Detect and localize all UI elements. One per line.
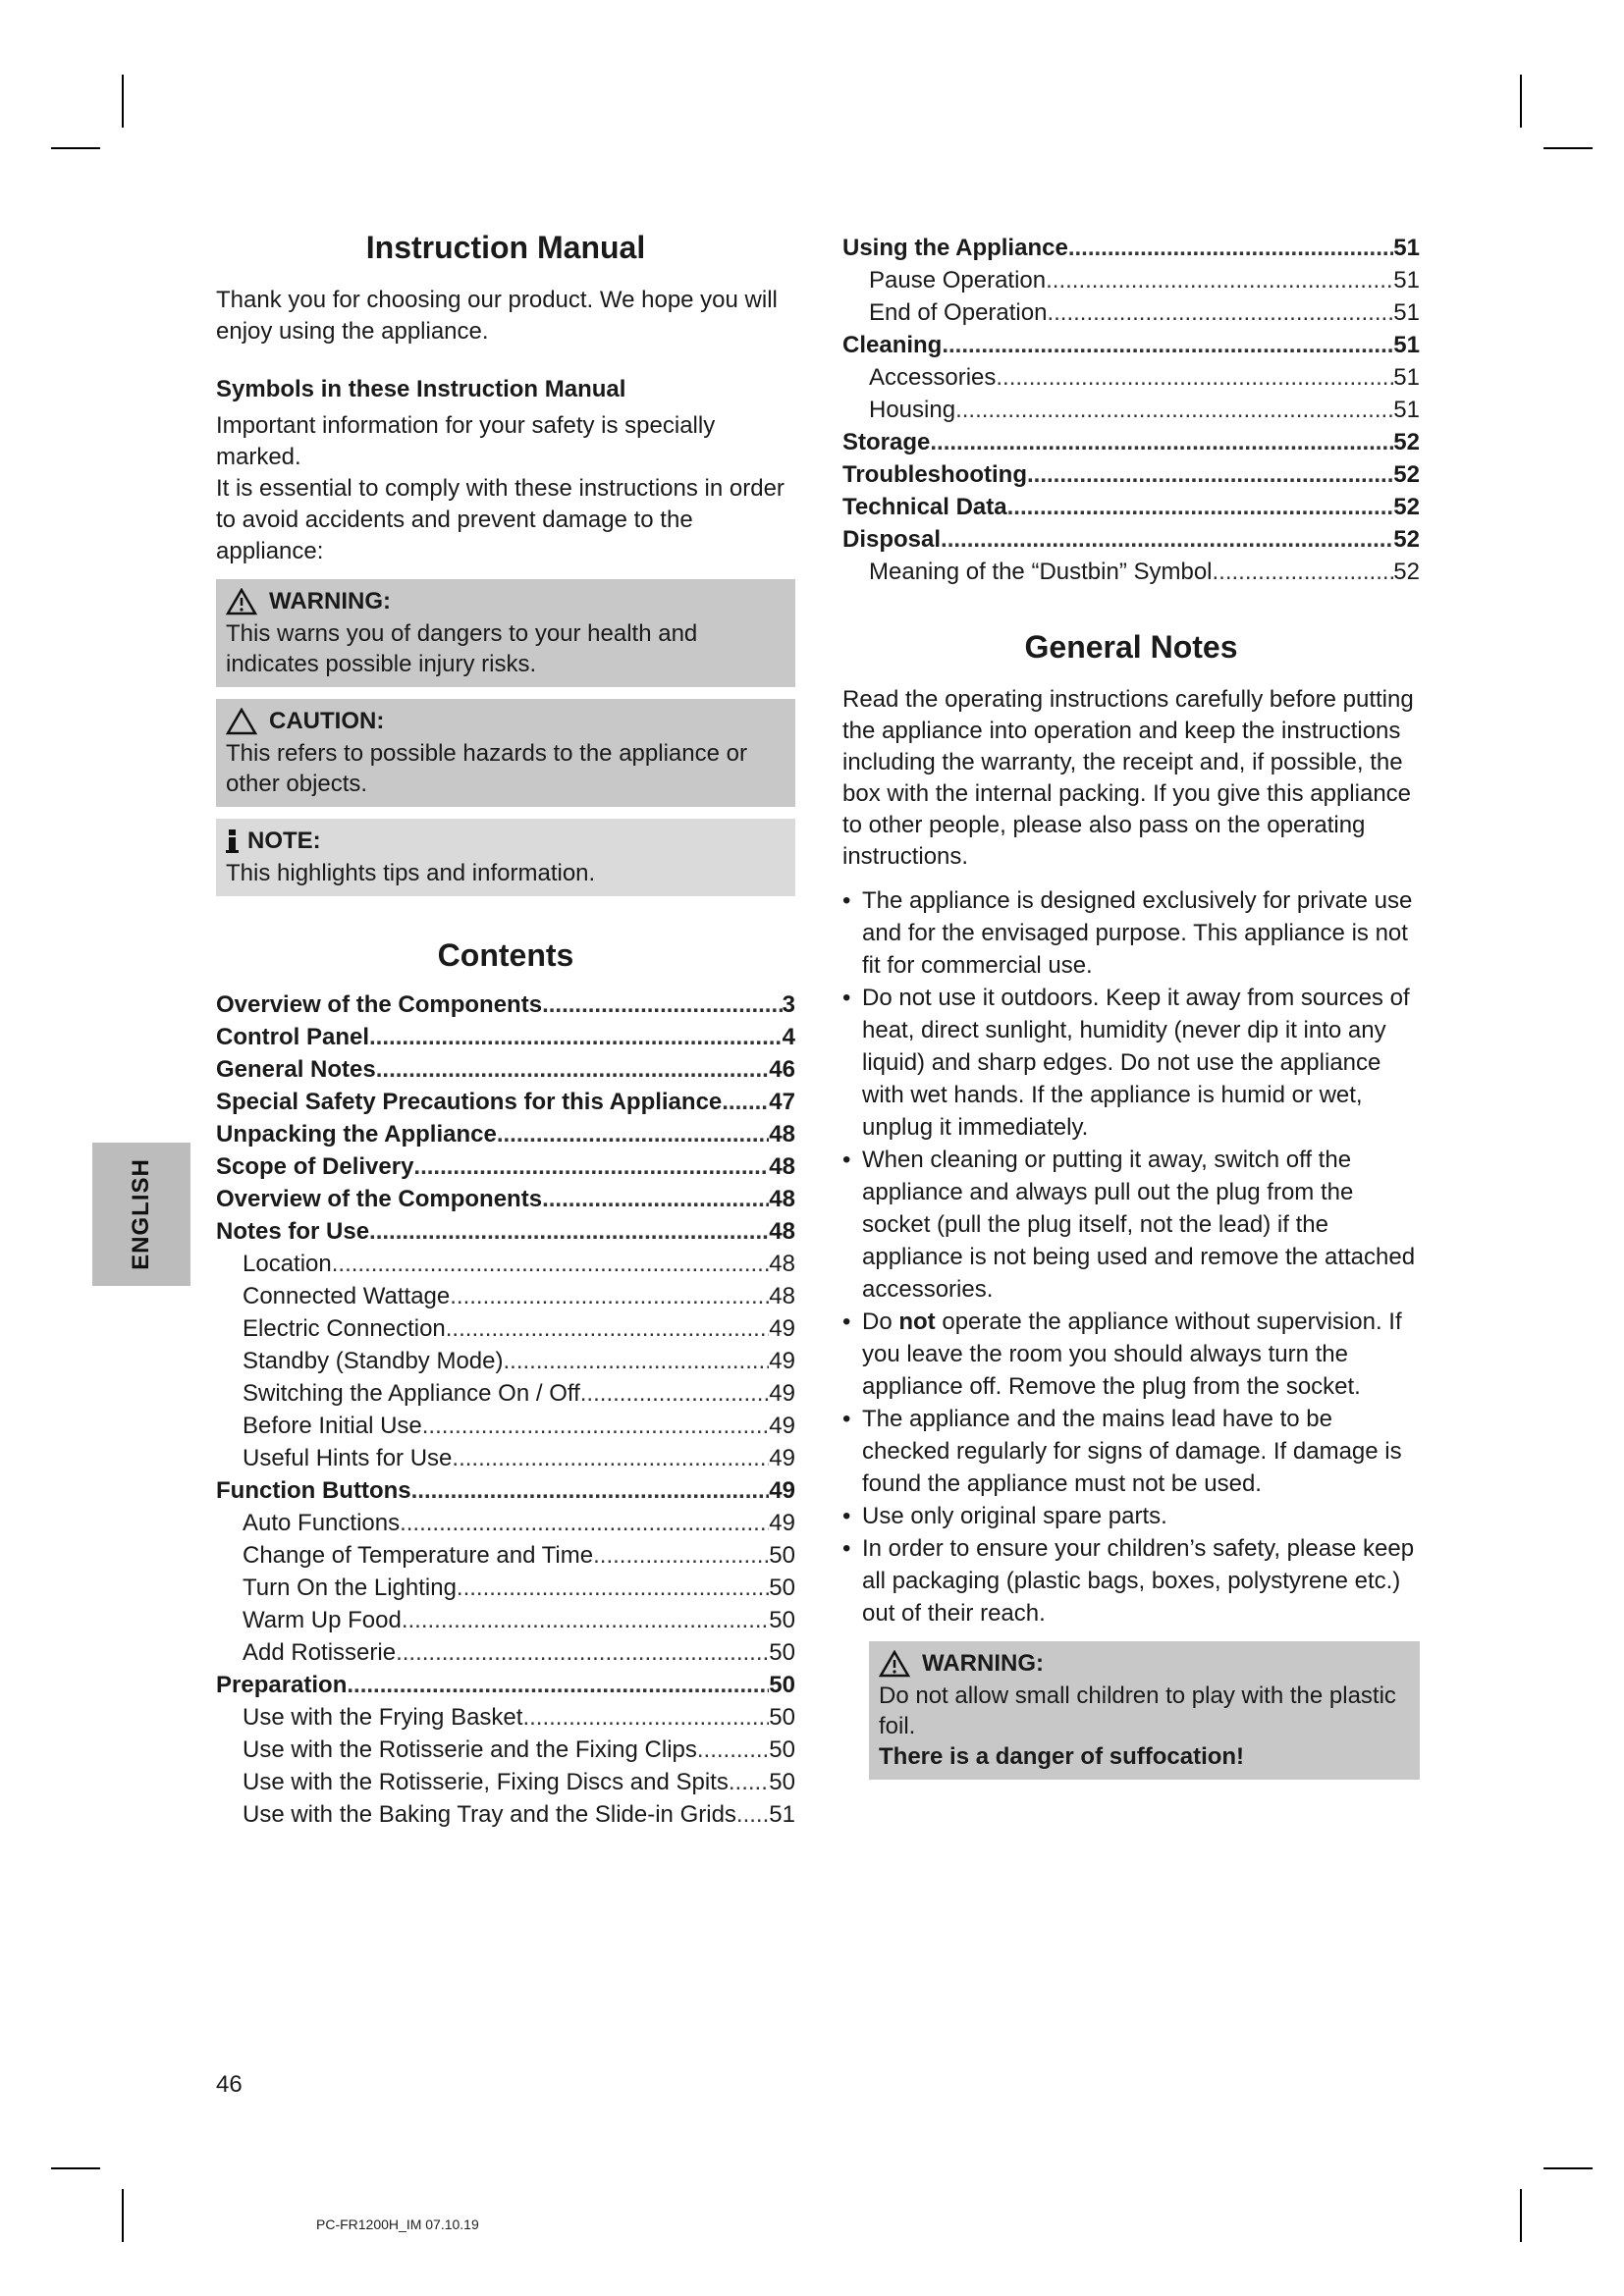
toc-entry bbox=[216, 1572, 795, 1604]
toc-entry-page: 48 bbox=[769, 1186, 795, 1212]
toc-entry bbox=[842, 458, 1420, 491]
toc-entry bbox=[216, 1669, 795, 1701]
warning-box bbox=[216, 579, 795, 687]
toc-entry bbox=[216, 1474, 795, 1507]
symbols-text-1: Important information for your safety is specially marked. bbox=[216, 412, 716, 470]
toc-entry bbox=[216, 1798, 795, 1831]
toc-entry-page: 48 bbox=[769, 1251, 795, 1277]
toc-entry-label: Accessories bbox=[869, 364, 997, 391]
toc-entry bbox=[216, 1734, 795, 1766]
toc-entry bbox=[842, 556, 1420, 588]
note-label: NOTE: bbox=[247, 828, 321, 854]
toc-entry-page: 50 bbox=[769, 1639, 795, 1666]
symbols-heading: Symbols in these Instruction Manual bbox=[216, 376, 626, 402]
toc-leader-dots bbox=[497, 1118, 769, 1150]
toc-leader-dots bbox=[452, 1442, 769, 1474]
list-item: • Use only original spare parts. bbox=[842, 1500, 1420, 1532]
toc-leader-dots bbox=[1027, 458, 1393, 491]
toc-leader-dots bbox=[504, 1345, 770, 1377]
toc-entry bbox=[216, 1539, 795, 1572]
toc-entry bbox=[842, 329, 1420, 361]
list-item: • The appliance and the mains lead have to be checked regularly for signs of damage. If damage is found the appliance must not be used. bbox=[842, 1403, 1420, 1500]
toc-entry bbox=[216, 1150, 795, 1183]
symbols-text-2: It is essential to comply with these instructions in order to avoid accidents and prevent damage to the appliance: bbox=[216, 475, 785, 564]
toc-leader-dots bbox=[522, 1701, 769, 1734]
toc-entry-label: Warm Up Food bbox=[243, 1607, 402, 1633]
toc-entry-label: Storage bbox=[842, 429, 931, 455]
toc-entry-page: 49 bbox=[769, 1510, 795, 1536]
toc-leader-dots bbox=[930, 426, 1393, 458]
toc-entry-label: Add Rotisserie bbox=[243, 1639, 397, 1666]
toc-entry-label: Electric Connection bbox=[243, 1315, 446, 1342]
toc-entry bbox=[216, 1701, 795, 1734]
toc-entry-page: 3 bbox=[782, 991, 795, 1018]
list-item-text: operate the appliance without supervision. If you leave the room you should always turn the appliance off. Remove the plug from the socket. bbox=[862, 1308, 1402, 1400]
toc-entry bbox=[216, 1442, 795, 1474]
toc-entry bbox=[216, 1280, 795, 1312]
toc-entry-label: Unpacking the Appliance bbox=[216, 1121, 497, 1148]
toc-leader-dots bbox=[411, 1474, 770, 1507]
toc-entry-label: End of Operation bbox=[869, 299, 1048, 326]
toc-leader-dots bbox=[542, 988, 783, 1021]
toc-leader-dots bbox=[1046, 264, 1393, 296]
toc-entry-page: 51 bbox=[1393, 364, 1420, 391]
toc-leader-dots bbox=[347, 1669, 769, 1701]
toc-entry bbox=[216, 1021, 795, 1053]
toc-entry-page: 50 bbox=[769, 1542, 795, 1569]
toc-entry-label: Change of Temperature and Time bbox=[243, 1542, 594, 1569]
toc-entry-page: 51 bbox=[1393, 235, 1420, 261]
toc-entry-label: Useful Hints for Use bbox=[243, 1445, 453, 1471]
toc-entry bbox=[216, 988, 795, 1021]
toc-entry bbox=[842, 491, 1420, 523]
toc-entry-page: 50 bbox=[769, 1607, 795, 1633]
toc-leader-dots bbox=[729, 1766, 769, 1798]
toc-entry-page: 51 bbox=[1393, 267, 1420, 294]
contents-list-left bbox=[216, 988, 795, 1831]
caution-triangle-icon bbox=[226, 708, 257, 735]
toc-entry-label: Control Panel bbox=[216, 1024, 370, 1050]
toc-entry-label: Disposal bbox=[842, 526, 942, 553]
crop-mark bbox=[51, 147, 100, 149]
warning-triangle-icon bbox=[879, 1650, 910, 1678]
toc-entry bbox=[842, 361, 1420, 394]
toc-entry-page: 48 bbox=[769, 1153, 795, 1180]
crop-mark bbox=[1520, 2189, 1522, 2242]
toc-entry-label: Technical Data bbox=[842, 494, 1007, 520]
toc-entry-label: Special Safety Precautions for this Appliance bbox=[216, 1089, 723, 1115]
info-icon bbox=[226, 828, 240, 855]
note-text: This highlights tips and information. bbox=[226, 860, 596, 886]
toc-entry bbox=[216, 1377, 795, 1410]
list-item-text: Do bbox=[862, 1308, 899, 1335]
list-item: • Do not use it outdoors. Keep it away from sources of heat, direct sunlight, humidity (never dip it into any liquid) and sharp edges. Do not use the appliance with wet hands. If the appliance is humid or wet, unplug it immediately. bbox=[842, 982, 1420, 1144]
toc-entry bbox=[842, 296, 1420, 329]
toc-leader-dots bbox=[1047, 296, 1393, 329]
list-item: • In order to ensure your children’s safety, please keep all packaging (plastic bags, boxes, polystyrene etc.) out of their reach. bbox=[842, 1532, 1420, 1629]
toc-entry-page: 50 bbox=[769, 1672, 795, 1698]
toc-leader-dots bbox=[1213, 556, 1394, 588]
toc-entry bbox=[216, 1636, 795, 1669]
language-tab bbox=[92, 1143, 190, 1286]
toc-entry-label: Connected Wattage bbox=[243, 1283, 451, 1309]
toc-entry-page: 49 bbox=[769, 1477, 795, 1504]
toc-leader-dots bbox=[1068, 232, 1393, 264]
toc-entry-page: 52 bbox=[1393, 461, 1420, 488]
contents-list-right bbox=[842, 232, 1420, 588]
toc-entry-page: 52 bbox=[1393, 494, 1420, 520]
toc-entry-page: 48 bbox=[769, 1121, 795, 1148]
warning-triangle-icon bbox=[226, 588, 257, 615]
suffocation-warning-box bbox=[869, 1641, 1420, 1780]
crop-mark bbox=[1543, 2167, 1593, 2169]
toc-entry-label: Use with the Rotisserie, Fixing Discs and Spits bbox=[243, 1769, 729, 1795]
toc-entry-label: Before Initial Use bbox=[243, 1413, 422, 1439]
toc-entry-page: 50 bbox=[769, 1704, 795, 1731]
toc-entry-page: 52 bbox=[1393, 429, 1420, 455]
left-column bbox=[216, 228, 795, 1831]
toc-entry-page: 52 bbox=[1393, 526, 1420, 553]
toc-entry-page: 52 bbox=[1393, 559, 1420, 585]
toc-entry-label: Use with the Rotisserie and the Fixing Clips bbox=[243, 1736, 697, 1763]
language-tab-label: ENGLISH bbox=[128, 1158, 154, 1270]
toc-entry bbox=[842, 394, 1420, 426]
crop-mark bbox=[122, 75, 124, 128]
toc-leader-dots bbox=[396, 1636, 769, 1669]
toc-entry-page: 46 bbox=[769, 1056, 795, 1083]
crop-mark bbox=[122, 2189, 124, 2242]
crop-mark bbox=[51, 2167, 100, 2169]
toc-entry bbox=[216, 1766, 795, 1798]
toc-entry-label: Pause Operation bbox=[869, 267, 1047, 294]
toc-entry bbox=[216, 1312, 795, 1345]
general-notes-list bbox=[842, 884, 1420, 1629]
toc-entry-page: 48 bbox=[769, 1218, 795, 1245]
toc-entry-label: Location bbox=[243, 1251, 332, 1277]
toc-leader-dots bbox=[542, 1183, 769, 1215]
toc-leader-dots bbox=[996, 361, 1393, 394]
caution-box bbox=[216, 699, 795, 807]
note-box bbox=[216, 819, 795, 896]
toc-entry-label: Using the Appliance bbox=[842, 235, 1068, 261]
toc-entry bbox=[842, 523, 1420, 556]
toc-entry-page: 50 bbox=[769, 1575, 795, 1601]
toc-leader-dots bbox=[697, 1734, 769, 1766]
warning-label: WARNING: bbox=[269, 588, 391, 614]
toc-entry-label: Use with the Frying Basket bbox=[243, 1704, 523, 1731]
toc-entry bbox=[842, 426, 1420, 458]
toc-entry-page: 47 bbox=[769, 1089, 795, 1115]
toc-entry-page: 51 bbox=[1393, 332, 1420, 358]
page-title: Instruction Manual bbox=[365, 230, 646, 265]
toc-leader-dots bbox=[941, 523, 1393, 556]
toc-entry-page: 50 bbox=[769, 1769, 795, 1795]
toc-entry-page: 49 bbox=[769, 1380, 795, 1407]
toc-entry bbox=[216, 1053, 795, 1086]
warning-emphasis: There is a danger of suffocation! bbox=[879, 1743, 1245, 1770]
toc-entry-page: 51 bbox=[769, 1801, 795, 1828]
list-item: • When cleaning or putting it away, switch off the appliance and always pull out the plug from the socket (pull the plug itself, not the lead) if the appliance is not being used and remove the attached accessories. bbox=[842, 1144, 1420, 1306]
toc-leader-dots bbox=[1007, 491, 1394, 523]
toc-entry bbox=[216, 1086, 795, 1118]
toc-entry-page: 4 bbox=[782, 1024, 795, 1050]
toc-entry bbox=[216, 1248, 795, 1280]
warning-label: WARNING: bbox=[922, 1650, 1044, 1677]
toc-entry bbox=[216, 1183, 795, 1215]
toc-entry-label: Troubleshooting bbox=[842, 461, 1027, 488]
toc-entry-label: Scope of Delivery bbox=[216, 1153, 414, 1180]
toc-entry-page: 49 bbox=[769, 1315, 795, 1342]
toc-entry bbox=[216, 1604, 795, 1636]
toc-leader-dots bbox=[400, 1507, 769, 1539]
caution-label: CAUTION: bbox=[269, 708, 385, 734]
warning-text: This warns you of dangers to your health and indicates possible injury risks. bbox=[226, 620, 698, 677]
toc-entry bbox=[216, 1507, 795, 1539]
page-number: 46 bbox=[216, 2071, 243, 2098]
toc-leader-dots bbox=[580, 1377, 770, 1410]
toc-entry-label: General Notes bbox=[216, 1056, 376, 1083]
toc-entry bbox=[842, 232, 1420, 264]
toc-entry bbox=[216, 1345, 795, 1377]
toc-entry-label: Auto Functions bbox=[243, 1510, 401, 1536]
intro-text: Thank you for choosing our product. We hope you will enjoy using the appliance. bbox=[216, 287, 778, 345]
list-item bbox=[842, 1306, 1420, 1403]
contents-title: Contents bbox=[437, 937, 574, 973]
toc-leader-dots bbox=[722, 1086, 769, 1118]
toc-entry-page: 49 bbox=[769, 1413, 795, 1439]
list-item: • The appliance is designed exclusively for private use and for the envisaged purpose. This appliance is not fit for commercial use. bbox=[842, 884, 1420, 982]
toc-entry bbox=[216, 1410, 795, 1442]
toc-leader-dots bbox=[369, 1021, 783, 1053]
toc-entry-page: 48 bbox=[769, 1283, 795, 1309]
toc-leader-dots bbox=[402, 1604, 769, 1636]
toc-leader-dots bbox=[413, 1150, 769, 1183]
toc-leader-dots bbox=[736, 1798, 769, 1831]
toc-entry-label: Meaning of the “Dustbin” Symbol bbox=[869, 559, 1213, 585]
footer-code: PC-FR1200H_IM 07.10.19 bbox=[316, 2216, 479, 2232]
general-notes-intro: Read the operating instructions carefully before putting the appliance into operation and keep the instructions including the warranty, the receipt and, if possible, the box with the internal packing. If you give this appliance to other people, please also pass on the operating instructions. bbox=[842, 686, 1414, 870]
toc-entry bbox=[216, 1215, 795, 1248]
toc-entry-label: Housing bbox=[869, 397, 956, 423]
toc-leader-dots bbox=[955, 394, 1393, 426]
warning-text: Do not allow small children to play with the plastic foil. bbox=[879, 1682, 1396, 1739]
toc-entry-page: 49 bbox=[769, 1445, 795, 1471]
toc-entry-label: Notes for Use bbox=[216, 1218, 370, 1245]
toc-leader-dots bbox=[446, 1312, 770, 1345]
toc-leader-dots bbox=[593, 1539, 769, 1572]
toc-entry-label: Overview of the Components bbox=[216, 991, 543, 1018]
crop-mark bbox=[1543, 147, 1593, 149]
toc-leader-dots bbox=[376, 1053, 770, 1086]
toc-entry-page: 51 bbox=[1393, 397, 1420, 423]
toc-leader-dots bbox=[332, 1248, 770, 1280]
toc-leader-dots bbox=[457, 1572, 769, 1604]
general-notes-title: General Notes bbox=[1024, 629, 1238, 665]
toc-entry bbox=[216, 1118, 795, 1150]
toc-entry-label: Standby (Standby Mode) bbox=[243, 1348, 504, 1374]
right-column bbox=[842, 232, 1420, 1780]
toc-entry-label: Switching the Appliance On / Off bbox=[243, 1380, 580, 1407]
toc-entry-label: Preparation bbox=[216, 1672, 348, 1698]
toc-entry-label: Function Buttons bbox=[216, 1477, 411, 1504]
toc-entry-page: 50 bbox=[769, 1736, 795, 1763]
toc-entry-label: Cleaning bbox=[842, 332, 943, 358]
toc-leader-dots bbox=[450, 1280, 769, 1312]
toc-entry-label: Overview of the Components bbox=[216, 1186, 543, 1212]
toc-entry-label: Turn On the Lighting bbox=[243, 1575, 457, 1601]
toc-entry-page: 51 bbox=[1393, 299, 1420, 326]
caution-text: This refers to possible hazards to the appliance or other objects. bbox=[226, 740, 747, 797]
toc-entry bbox=[842, 264, 1420, 296]
toc-entry-page: 49 bbox=[769, 1348, 795, 1374]
toc-leader-dots bbox=[369, 1215, 769, 1248]
toc-leader-dots bbox=[942, 329, 1393, 361]
list-item-emphasis: not bbox=[898, 1308, 936, 1335]
toc-entry-label: Use with the Baking Tray and the Slide-in Grids bbox=[243, 1801, 736, 1828]
toc-leader-dots bbox=[422, 1410, 770, 1442]
crop-mark bbox=[1520, 75, 1522, 128]
